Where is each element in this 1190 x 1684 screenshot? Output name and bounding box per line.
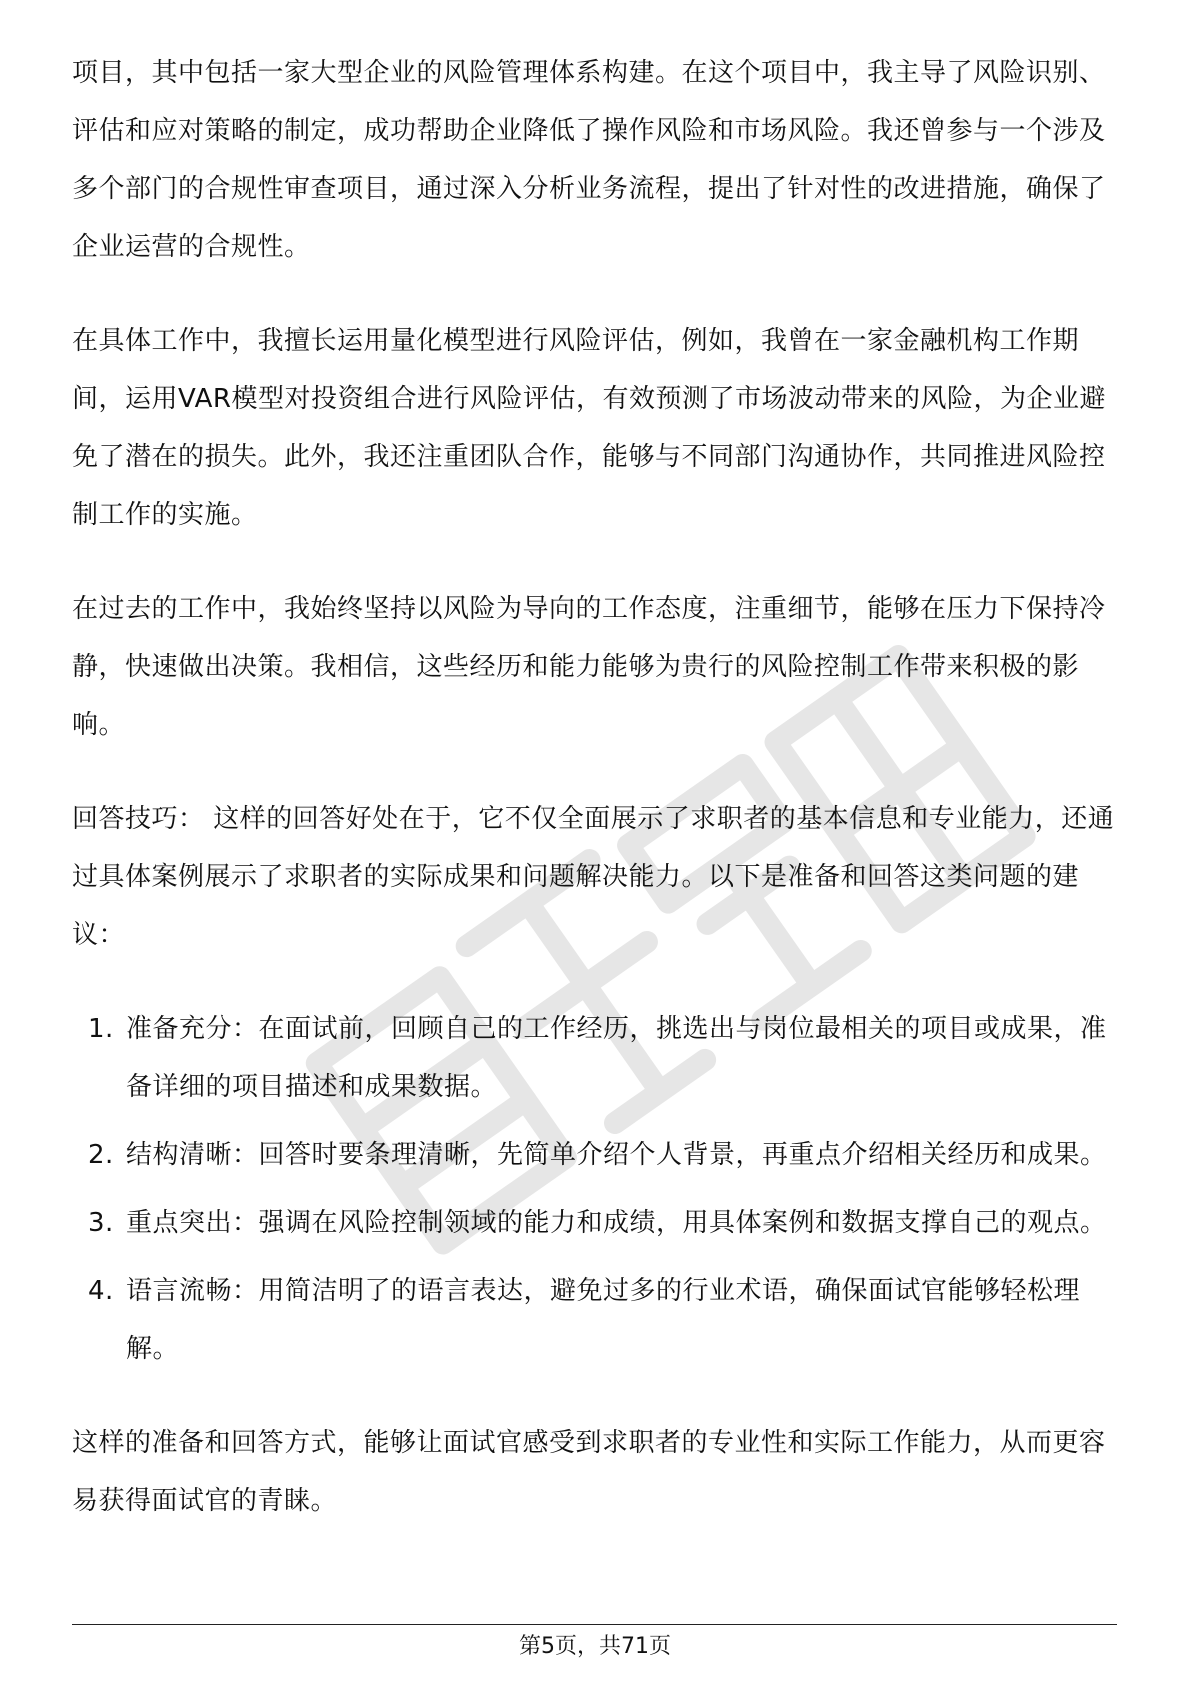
list-item-text: 结构清晰：回答时要条理清晰，先简单介绍个人背景，再重点介绍相关经历和成果。 <box>126 1140 1107 1170</box>
page-number: 第5页，共71页 <box>519 1634 671 1659</box>
list-item-text: 重点突出：强调在风险控制领域的能力和成绩，用具体案例和数据支撑自己的观点。 <box>126 1208 1107 1238</box>
answer-tips-paragraph: 回答技巧： 这样的回答好处在于，它不仅全面展示了求职者的基本信息和专业能力，还通过具体案例展示了求职者的实际成果和问题解决能力。以下是准备和回答这类问题的建议： <box>72 804 1115 950</box>
list-item-number: 1. <box>88 1014 114 1044</box>
list-item <box>72 1000 1117 1116</box>
list-item-number: 4. <box>88 1276 114 1306</box>
body-paragraph: 在过去的工作中，我始终坚持以风险为导向的工作态度，注重细节，能够在压力下保持冷静，快速做出决策。我相信，这些经历和能力能够为贵行的风险控制工作带来积极的影响。 <box>72 594 1106 740</box>
document-body <box>72 44 1117 1530</box>
body-paragraph: 在具体工作中，我擅长运用量化模型进行风险评估，例如，我曾在一家金融机构工作期间，运用VAR模型对投资组合进行风险评估，有效预测了市场波动带来的风险，为企业避免了潜在的损失。此外，我还注重团队合作，能够与不同部门沟通协作，共同推进风险控制工作的实施。 <box>72 326 1106 530</box>
list-item-text: 准备充分：在面试前，回顾自己的工作经历，挑选出与岗位最相关的项目或成果，准备详细的项目描述和成果数据。 <box>126 1014 1107 1102</box>
list-item <box>72 1262 1117 1378</box>
body-paragraph: 项目，其中包括一家大型企业的风险管理体系构建。在这个项目中，我主导了风险识别、评估和应对策略的制定，成功帮助企业降低了操作风险和市场风险。我还曾参与一个涉及多个部门的合规性审查项目，通过深入分析业务流程，提出了针对性的改进措施，确保了企业运营的合规性。 <box>72 58 1106 262</box>
list-item-text: 语言流畅：用简洁明了的语言表达，避免过多的行业术语，确保面试官能够轻松理解。 <box>126 1276 1081 1364</box>
list-item <box>72 1126 1117 1184</box>
list-item-number: 2. <box>88 1140 114 1170</box>
tips-list <box>72 1000 1117 1378</box>
list-item-number: 3. <box>88 1208 114 1238</box>
list-item <box>72 1194 1117 1252</box>
closing-paragraph: 这样的准备和回答方式，能够让面试官感受到求职者的专业性和实际工作能力，从而更容易获得面试官的青睐。 <box>72 1428 1106 1516</box>
footer-divider <box>72 1624 1117 1625</box>
